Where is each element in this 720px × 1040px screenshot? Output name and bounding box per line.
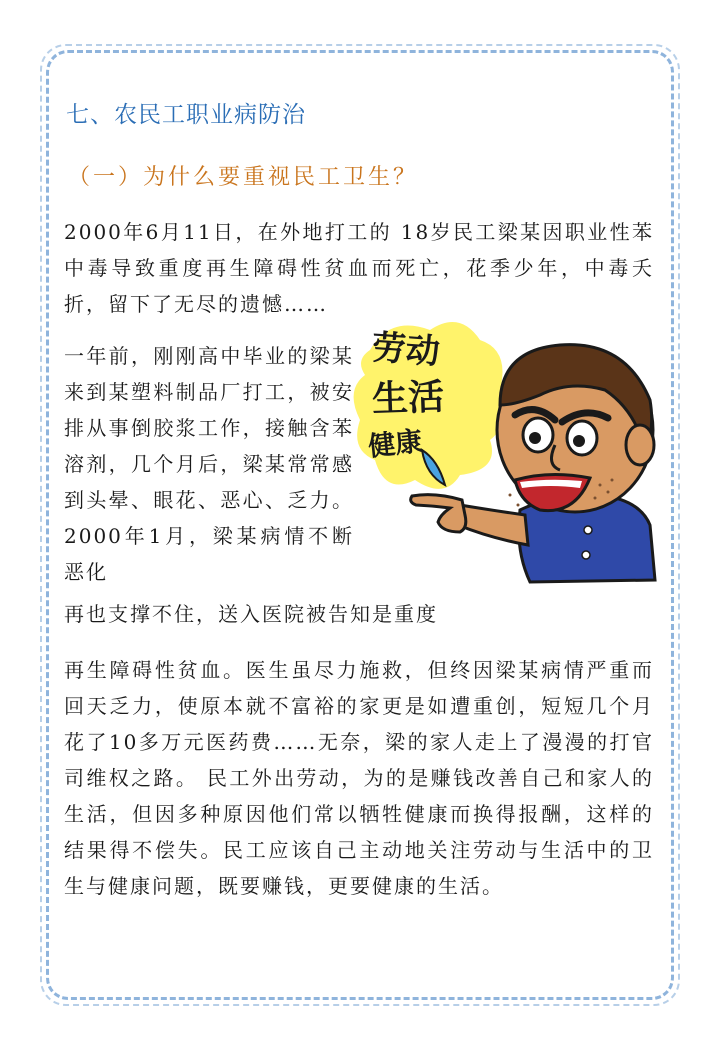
pointing-hand xyxy=(411,495,466,532)
slogan-labor: 劳动 xyxy=(370,327,442,373)
paragraph-story-rest: 再生障碍性贫血。医生虽尽力施救，但终因梁某病情严重而回天乏力，使原本就不富裕的家更是如遭重创，短短几个月花了10多万元医药费……无奈，梁的家人走上了漫漫的打官司维权之路。 民工外出劳动，为的是赚钱改善自己和家人的生活，但因多种原因他们常以牺牲健康而换得报酬，这样的结果得不偿失。民工应该自己主动地关注劳动与生活中的卫生与健康问题，既要赚钱，更要健康的生活。 xyxy=(64,658,654,898)
paragraph-intro: 2000年6月11日，在外地打工的 18岁民工梁某因职业性苯中毒导致重度再生障碍性贫血而死亡，花季少年，中毒夭折，留下了无尽的遗憾…… xyxy=(64,220,654,316)
paragraph-story-wide: 再也支撑不住，送入医院被告知是重度 xyxy=(64,602,438,626)
slogan-life: 生活 xyxy=(371,376,445,421)
paragraph-story-left: 一年前，刚刚高中毕业的梁某来到某塑料制品厂打工，被安排从事倒胶浆工作，接触含苯溶剂，几个月后，梁某常常感到头晕、眼花、恶心、乏力。2000年1月，梁某病情不断恶化 xyxy=(64,344,354,584)
chapter-title: 七、农民工职业病防治 xyxy=(66,102,306,128)
section-title: （一）为什么要重视民工卫生？ xyxy=(68,165,419,190)
slogan-health: 健康 xyxy=(366,426,424,463)
